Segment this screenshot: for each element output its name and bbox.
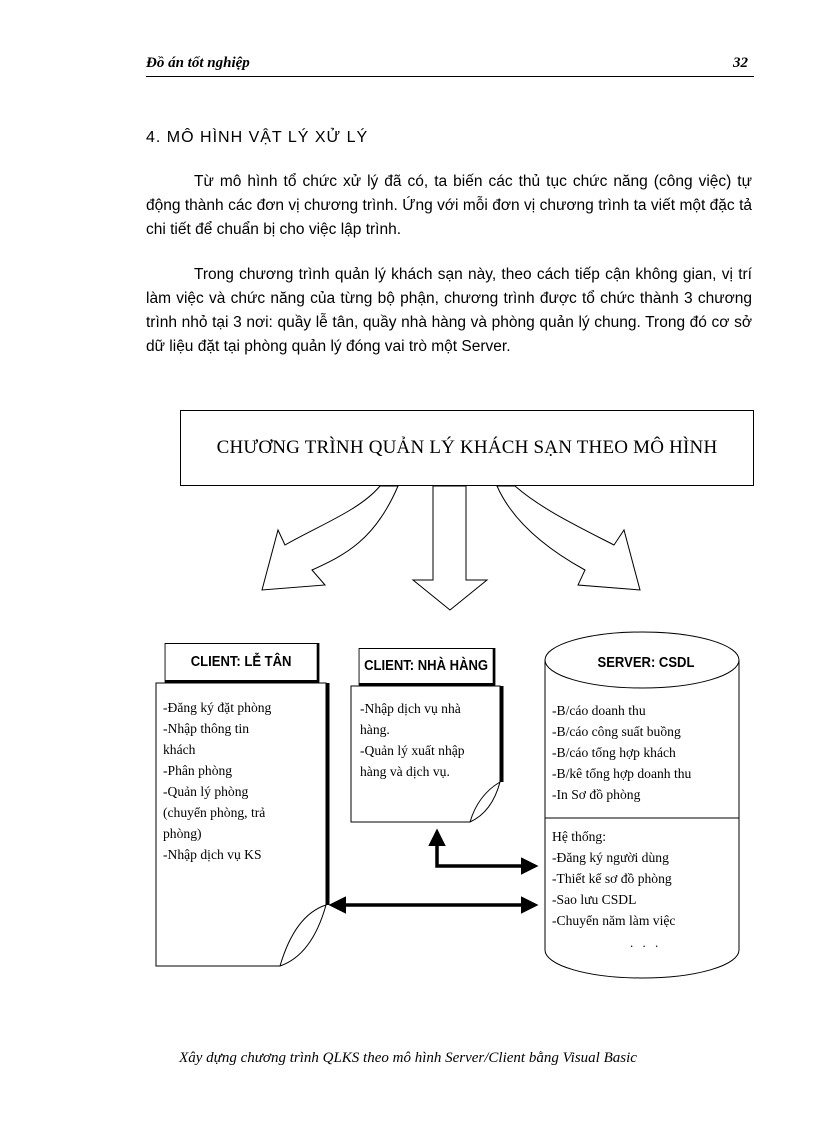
list-item: -Chuyển năm làm việc xyxy=(552,913,676,928)
branch-arrow-center xyxy=(413,486,487,610)
header-title: Đồ án tốt nghiệp xyxy=(146,55,250,71)
client-letan-title-box xyxy=(165,643,320,683)
server-title: SERVER: CSDL xyxy=(597,655,695,671)
server-more-ellipsis: . . . xyxy=(630,935,662,950)
page-number: 32 xyxy=(733,55,748,71)
client-nhahang-list xyxy=(360,698,500,782)
list-item: phòng) xyxy=(163,826,202,841)
list-item: -Phân phòng xyxy=(163,763,233,778)
list-item: (chuyển phòng, trả xyxy=(163,805,266,820)
connector-nhahang-server xyxy=(437,832,535,866)
list-item: -Quản lý phòng xyxy=(163,784,249,799)
list-item: -Nhập thông tin xyxy=(163,721,250,736)
list-item: -B/kê tổng hợp doanh thu xyxy=(552,766,692,781)
paragraph-2-text: Trong chương trình quản lý khách sạn này, theo cách tiếp cận không gian, vị trí làm việc và chức năng của từng bộ phận, chương trình được tổ chức thành 3 chương trình nhỏ tại 3 nơi: quầy lễ tân, quầy nhà hàng và phòng quản lý chung. Trong đó cơ sở dữ liệu đặt tại phòng quản lý đóng vai trò một Server. xyxy=(146,266,752,355)
list-item: -Thiết kế sơ đồ phòng xyxy=(552,871,672,886)
branch-arrow-right xyxy=(497,486,640,590)
client-nhahang-title-box xyxy=(359,648,496,686)
list-item: -Sao lưu CSDL xyxy=(552,892,637,907)
diagram-title: CHƯƠNG TRÌNH QUẢN LÝ KHÁCH SẠN THEO MÔ HÌNH xyxy=(216,437,718,458)
diagram-title-box xyxy=(180,410,754,486)
list-item: Hệ thống: xyxy=(552,829,606,844)
client-letan-title: CLIENT: LỄ TÂN xyxy=(190,654,292,670)
list-item: hàng và dịch vụ. xyxy=(360,764,450,779)
list-item: -B/cáo doanh thu xyxy=(552,703,646,718)
server-reports-list xyxy=(552,700,752,805)
branch-arrow-left xyxy=(262,486,398,590)
page-footer: Xây dựng chương trình QLKS theo mô hình Server/Client bằng Visual Basic xyxy=(179,1050,637,1066)
list-item: -B/cáo tổng hợp khách xyxy=(552,745,676,760)
list-item: -Nhập dịch vụ nhà xyxy=(360,701,461,716)
list-item: khách xyxy=(163,742,196,757)
list-item: -Quản lý xuất nhập xyxy=(360,743,465,758)
client-letan-list xyxy=(163,697,313,865)
section-heading: 4. MÔ HÌNH VẬT LÝ XỬ LÝ xyxy=(146,129,369,146)
client-nhahang-title: CLIENT: NHÀ HÀNG xyxy=(364,658,489,674)
list-item: -Nhập dịch vụ KS xyxy=(163,847,262,862)
list-item: -Đăng ký đặt phòng xyxy=(163,700,272,715)
paragraph-1-text: Từ mô hình tổ chức xử lý đã có, ta biến các thủ tục chức năng (công việc) tự động thành các đơn vị chương trình. Ứng với mỗi đơn vị chương trình ta viết một đặc tả chi tiết để chuẩn bị cho việc lập trình. xyxy=(146,173,752,238)
list-item: -In Sơ đồ phòng xyxy=(552,787,641,802)
list-item: -B/cáo công suất buồng xyxy=(552,724,681,739)
list-item: hàng. xyxy=(360,722,390,737)
list-item: -Đăng ký người dùng xyxy=(552,850,669,865)
server-system-list xyxy=(552,826,752,931)
